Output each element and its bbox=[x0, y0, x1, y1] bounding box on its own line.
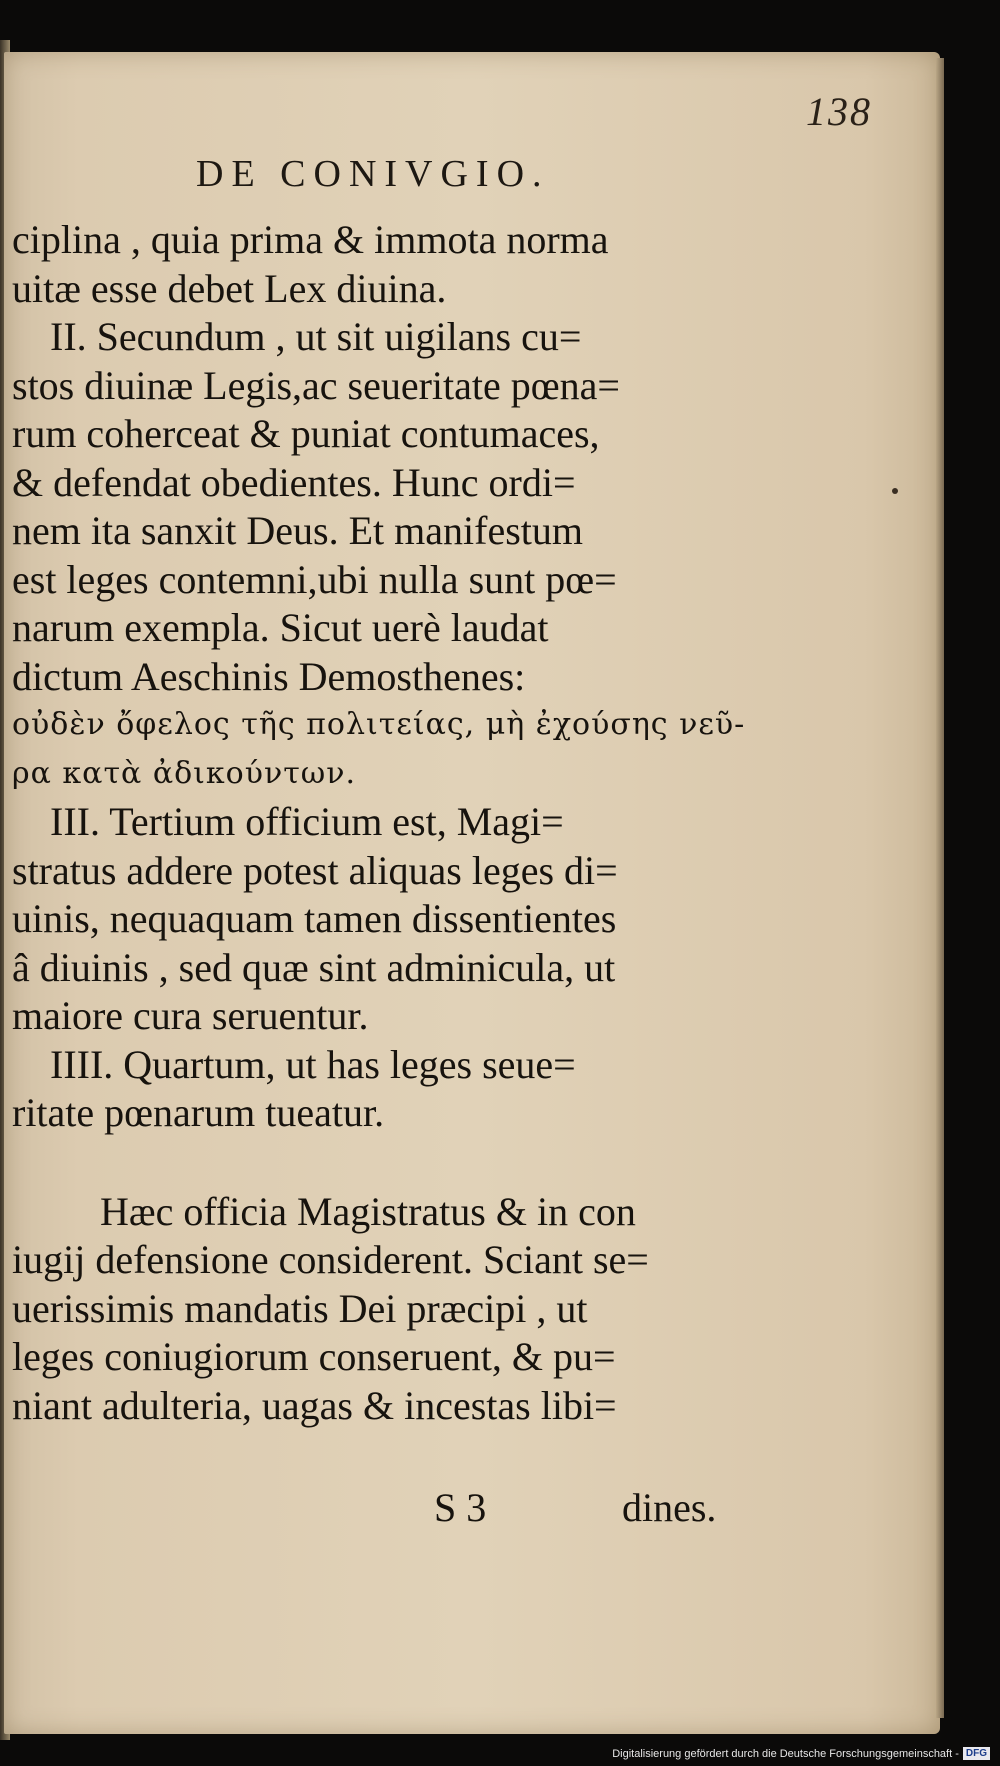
ink-spot bbox=[892, 488, 898, 494]
text-line: II. Secundum , ut sit uigilans cu= bbox=[50, 314, 582, 359]
page-edge-shadow bbox=[936, 58, 944, 1718]
paragraph-gap bbox=[12, 1138, 732, 1188]
page-text-block bbox=[12, 216, 746, 1430]
text-line: ciplina , quia prima & immota norma bbox=[12, 217, 609, 262]
text-line: rum coherceat & puniat contumaces, bbox=[12, 411, 600, 456]
folio-number: 138 bbox=[806, 89, 872, 134]
text-line: uinis, nequaquam tamen dissentientes bbox=[12, 896, 617, 941]
text-line: maiore cura seruentur. bbox=[12, 993, 369, 1038]
signature-mark: S 3 bbox=[434, 1485, 487, 1530]
greek-quote-line: ρα κατὰ ἀδικούντων. bbox=[12, 755, 357, 791]
catchword: dines. bbox=[622, 1485, 717, 1530]
text-line: â diuinis , sed quæ sint adminicula, ut bbox=[12, 944, 616, 990]
text-line: uerissimis mandatis Dei præcipi , ut bbox=[12, 1285, 588, 1331]
greek-quote-line: οὐδὲν ὄφελος τῆς πολιτείας, μὴ ἐχούσης νεῦ- bbox=[12, 707, 746, 742]
text-line: & defendat obedientes. Hunc ordi= bbox=[12, 459, 576, 505]
dfg-logo: DFG bbox=[963, 1747, 990, 1760]
text-line: iugij defensione considerent. Sciant se= bbox=[12, 1237, 649, 1282]
funding-credit: Digitalisierung gefördert durch die Deutsche Forschungsgemeinschaft - bbox=[612, 1747, 959, 1760]
text-line: stos diuinæ Legis,ac seueritate pœna= bbox=[12, 362, 620, 408]
text-line: narum exempla. Sicut uerè laudat bbox=[12, 605, 549, 650]
digitization-footer bbox=[612, 1747, 990, 1760]
text-line: stratus addere potest aliquas leges di= bbox=[12, 847, 618, 893]
text-line: nem ita sanxit Deus. Et manifestum bbox=[12, 508, 583, 553]
text-line: est leges contemni,ubi nulla sunt pœ= bbox=[12, 556, 617, 602]
text-line: III. Tertium officium est, Magi= bbox=[50, 799, 564, 844]
text-line: dictum Aeschinis Demosthenes: bbox=[12, 653, 526, 699]
text-line: IIII. Quartum, ut has leges seue= bbox=[50, 1041, 576, 1087]
running-head: DE CONIVGIO. bbox=[196, 153, 550, 195]
text-line: uitæ esse debet Lex diuina. bbox=[12, 265, 447, 311]
text-line: leges coniugiorum conseruent, & pu= bbox=[12, 1334, 616, 1379]
text-line: Hæc officia Magistratus & in con bbox=[100, 1188, 636, 1234]
text-line: ritate pœnarum tueatur. bbox=[12, 1090, 385, 1135]
page-foot-line bbox=[12, 1484, 732, 1534]
text-line: niant adulteria, uagas & incestas libi= bbox=[12, 1382, 617, 1428]
